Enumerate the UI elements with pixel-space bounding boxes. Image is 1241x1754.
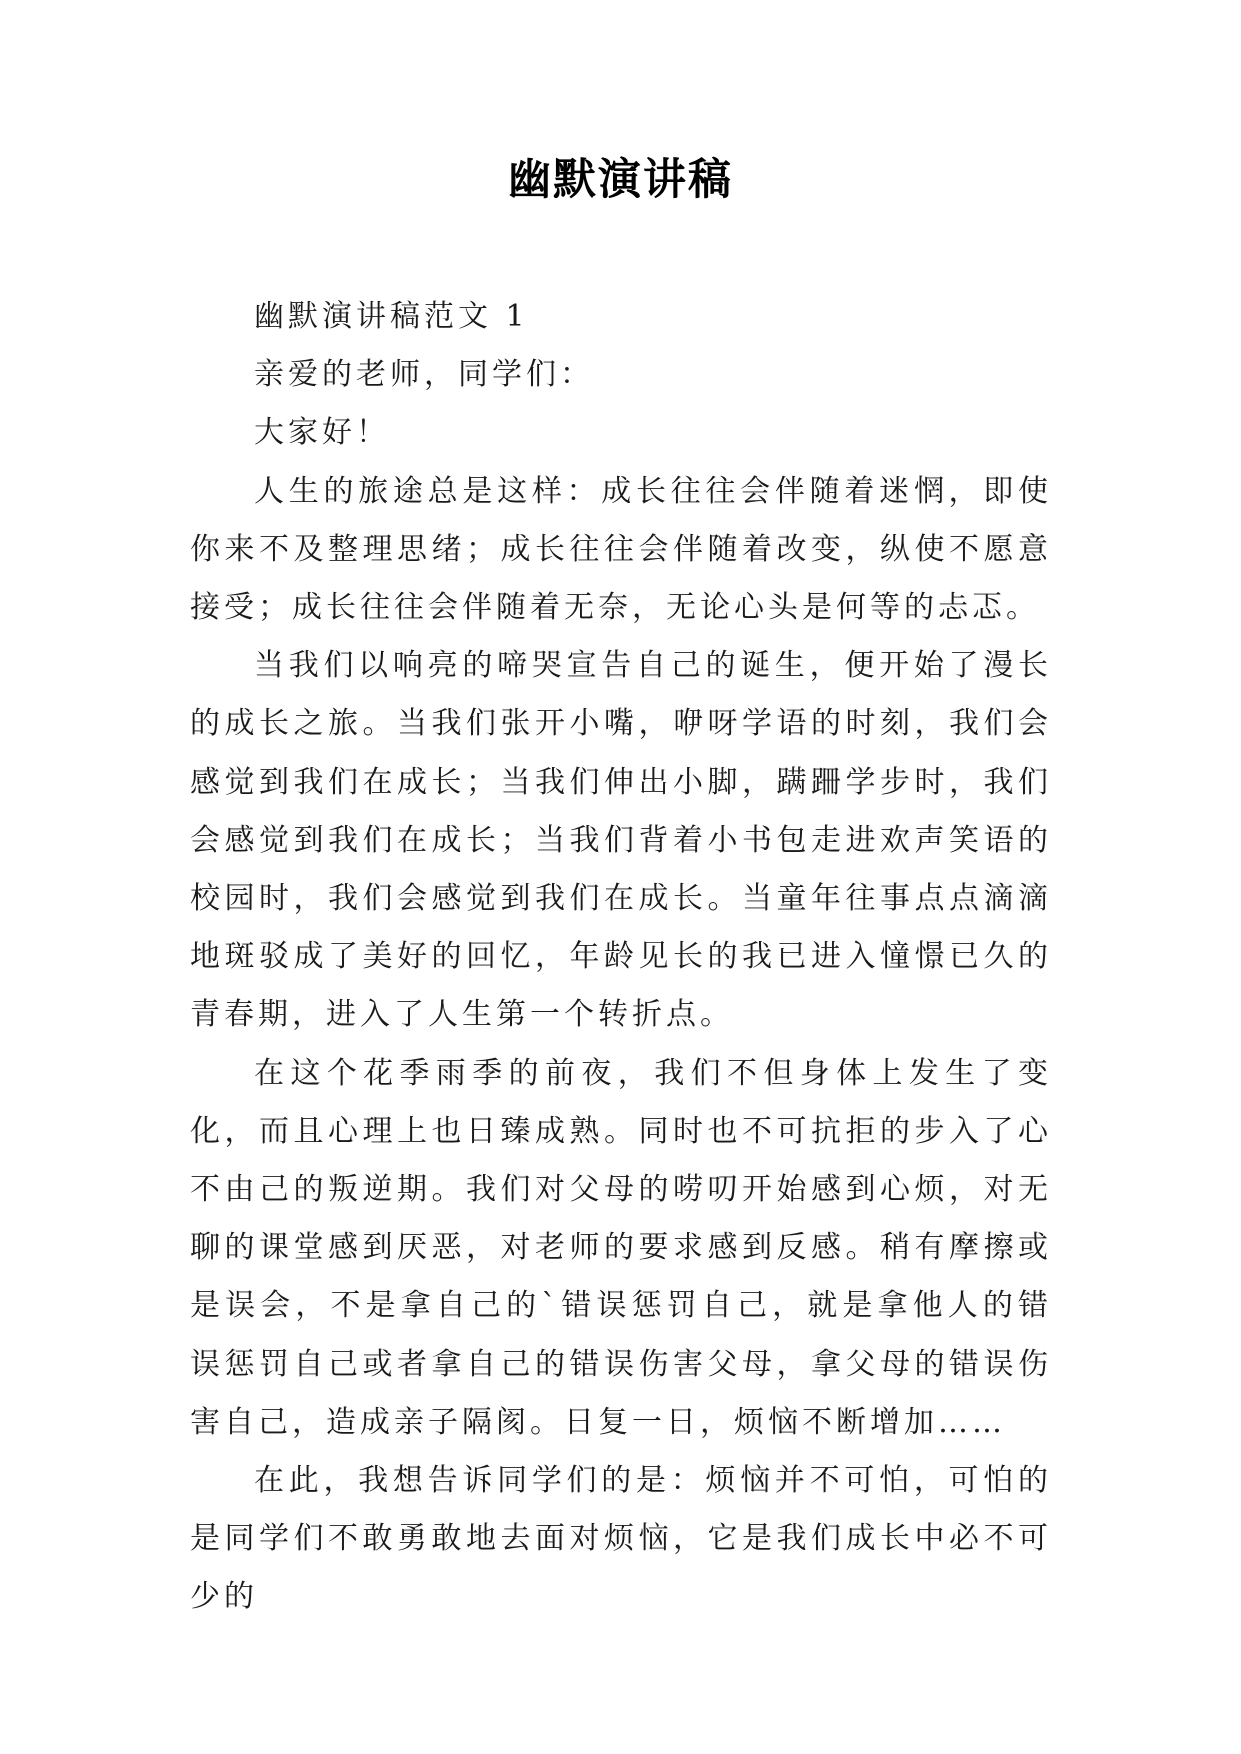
document-title: 幽默演讲稿 [508,155,733,205]
paragraph: 人生的旅途总是这样：成长往往会伴随着迷惘，即使你来不及整理思绪；成长往往会伴随着改变，纵使不愿意接受；成长往往会伴随着无奈，无论心头是何等的忐忑。 [190,473,1052,626]
paragraph: 在此，我想告诉同学们的是：烦恼并不可怕，可怕的是同学们不敢勇敢地去面对烦恼，它是我们成长中必不可少的 [190,1463,1052,1615]
paragraph: 在这个花季雨季的前夜，我们不但身体上发生了变化，而且心理上也日臻成熟。同时也不可抗拒的步入了心不由己的叛逆期。我们对父母的唠叨开始感到心烦，对无聊的课堂感到厌恶，对老师的要求感到反感。稍有摩擦或是误会，不是拿自己的`错误惩罚自己，就是拿他人的错误惩罚自己或者拿自己的错误伤害父母，拿父母的错误伤害自己，造成亲子隔阂。日复一日，烦恼不断增加…… [190,1055,1052,1440]
paragraph: 当我们以响亮的啼哭宣告自己的诞生，便开始了漫长的成长之旅。当我们张开小嘴，咿呀学语的时刻，我们会感觉到我们在成长；当我们伸出小脚，蹒跚学步时，我们会感觉到我们在成长；当我们背着小书包走进欢声笑语的校园时，我们会感觉到我们在成长。当童年往事点点滴滴地斑驳成了美好的回忆，年龄见长的我已进入憧憬已久的青春期，进入了人生第一个转折点。 [190,648,1052,1033]
paragraph-greeting: 大家好！ [254,415,390,451]
paragraph-salutation: 亲爱的老师，同学们： [254,357,594,393]
document-body [190,288,1052,1627]
paragraph-heading: 幽默演讲稿范文 1 [254,299,529,334]
